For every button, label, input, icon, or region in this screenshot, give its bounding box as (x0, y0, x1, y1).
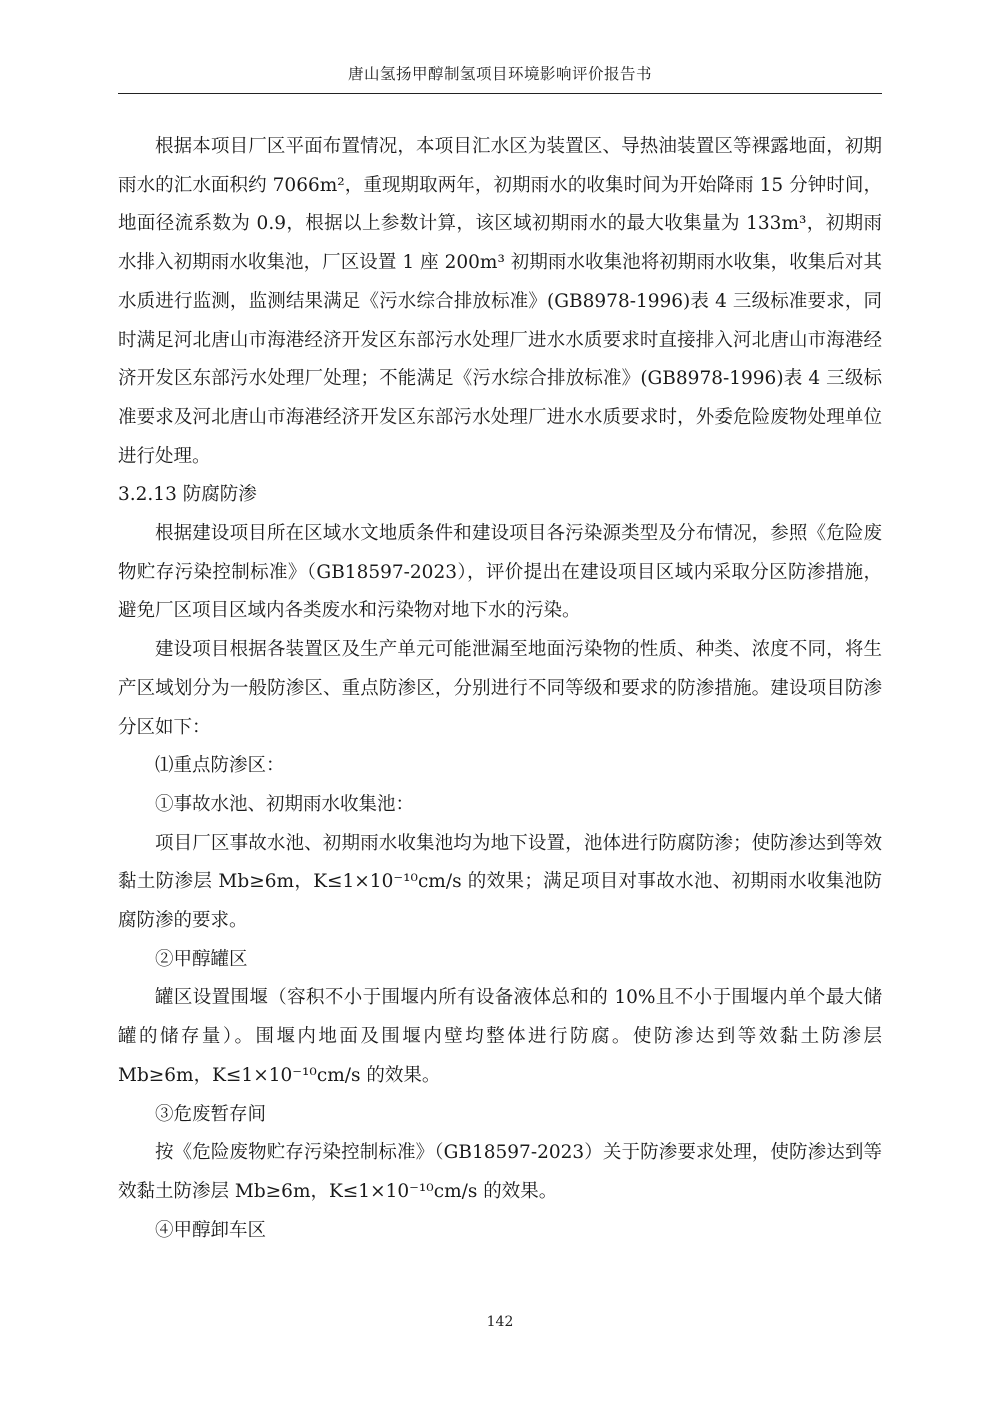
paragraph-initial-rainwater: 根据本项目厂区平面布置情况，本项目汇水区为装置区、导热油装置区等裸露地面，初期雨水的汇水面积约 7066m²，重现期取两年，初期雨水的收集时间为开始降雨 15 分钟时间，地面径流系数为 0.9，根据以上参数计算，该区域初期雨水的最大收集量为 133m³，初期雨水排入初期雨水收集池，厂区设置 1 座 200m³ 初期雨水收集池将初期雨水收集，收集后对其水质进行监测，监测结果满足《污水综合排放标准》(GB8978-1996)表 4 三级标准要求，同时满足河北唐山市海港经济开发区东部污水处理厂进水水质要求时直接排入河北唐山市海港经济开发区东部污水处理厂处理；不能满足《污水综合排放标准》(GB8978-1996)表 4 三级标准要求及河北唐山市海港经济开发区东部污水处理厂进水水质要求时，外委危险废物处理单位进行处理。 (118, 136, 882, 467)
paragraph-zoning-basis: 根据建设项目所在区域水文地质条件和建设项目各污染源类型及分布情况，参照《危险废物贮存污染控制标准》（GB18597-2023），评价提出在建设项目区域内采取分区防渗措施，避免厂区项目区域内各类废水和污染物对地下水的污染。 (118, 523, 882, 622)
paragraph-methanol-tank: 罐区设置围堰（容积不小于围堰内所有设备液体总和的 10%且不小于围堰内单个最大储罐的储存量）。围堰内地面及围堰内壁均整体进行防腐。使防渗达到等效黏土防渗层 Mb≥6m，K≤1×10⁻¹⁰cm/s 的效果。 (118, 987, 882, 1086)
document-body (118, 128, 882, 1250)
list-heading-key-zone: ⑴重点防渗区： (155, 755, 285, 777)
item-heading-methanol-unloading: ④甲醇卸车区 (155, 1219, 267, 1241)
header-divider (118, 93, 882, 94)
paragraph-accident-pool: 项目厂区事故水池、初期雨水收集池均为地下设置，池体进行防腐防渗；使防渗达到等效黏土防渗层 Mb≥6m，K≤1×10⁻¹⁰cm/s 的效果；满足项目对事故水池、初期雨水收集池防腐防渗的要求。 (118, 832, 882, 932)
item-heading-hazwaste-storage: ③危废暂存间 (155, 1103, 267, 1125)
paragraph-zoning-division: 建设项目根据各装置区及生产单元可能泄漏至地面污染物的性质、种类、浓度不同，将生产区域划分为一般防渗区、重点防渗区，分别进行不同等级和要求的防渗措施。建设项目防渗分区如下： (118, 639, 882, 738)
item-heading-methanol-tank: ②甲醇罐区 (155, 948, 248, 970)
running-header: 唐山氢扬甲醇制氢项目环境影响评价报告书 (347, 65, 652, 83)
item-heading-accident-pool: ①事故水池、初期雨水收集池： (155, 793, 415, 815)
section-heading-3-2-13: 3.2.13 防腐防渗 (118, 484, 257, 506)
paragraph-hazwaste-storage: 按《危险废物贮存污染控制标准》（GB18597-2023）关于防渗要求处理，使防渗达到等效黏土防渗层 Mb≥6m，K≤1×10⁻¹⁰cm/s 的效果。 (118, 1142, 882, 1202)
page-number: 142 (486, 1314, 514, 1330)
